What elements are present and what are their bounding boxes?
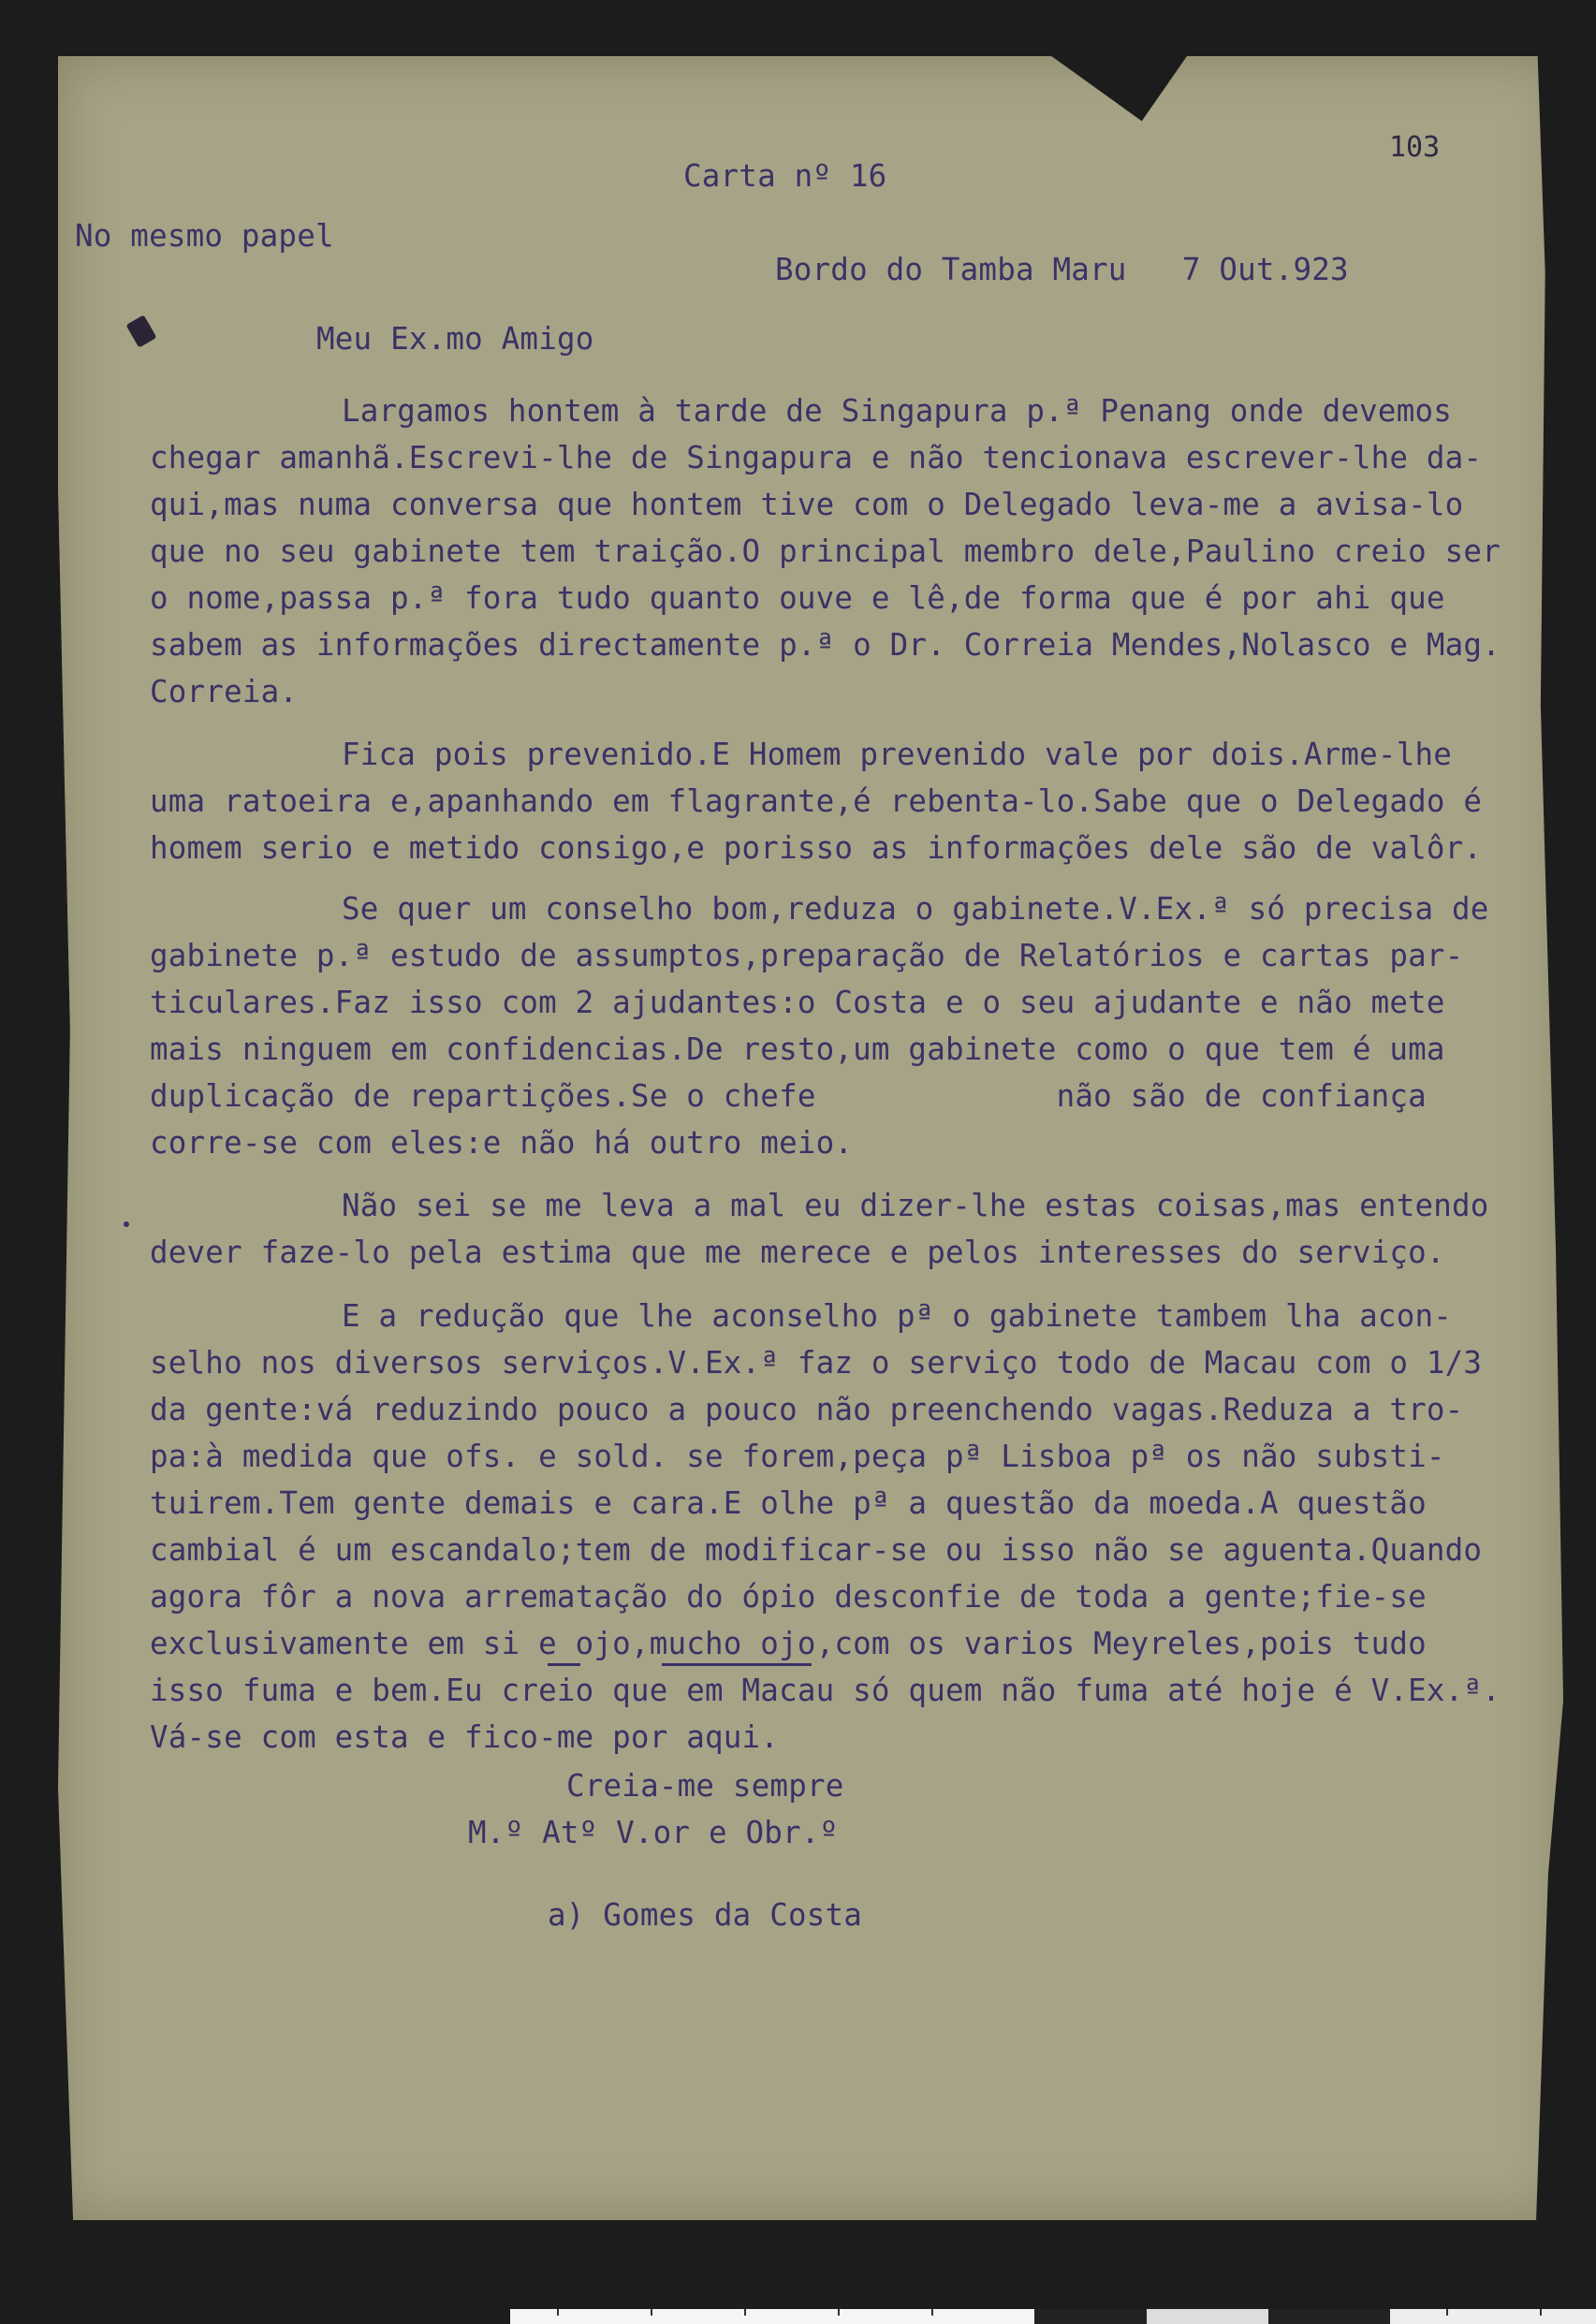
- salutation: Meu Ex.mo Amigo: [316, 321, 594, 357]
- body-line: uma ratoeira e,apanhando em flagrante,é rebenta-lo.Sabe que o Delegado é: [150, 783, 1483, 819]
- body-line: que no seu gabinete tem traição.O principal membro dele,Paulino creio ser: [150, 533, 1501, 569]
- closing-line: Creia-me sempre: [566, 1768, 844, 1804]
- closing-line: M.º Atº V.or e Obr.º: [468, 1815, 839, 1850]
- body-line: ticulares.Faz isso com 2 ajudantes:o Costa e o seu ajudante e não mete: [150, 985, 1445, 1020]
- body-line: Vá-se com esta e fico-me por aqui.: [150, 1719, 780, 1755]
- body-line: isso fuma e bem.Eu creio que em Macau só quem não fuma até hoje é V.Ex.ª.: [150, 1673, 1501, 1708]
- underline: [548, 1663, 580, 1666]
- letter-title: Carta nº 16: [683, 158, 887, 194]
- filing-note: No mesmo papel: [75, 218, 334, 254]
- page-number: 103: [1389, 131, 1441, 164]
- body-line: agora fôr a nova arrematação do ópio desconfie de toda a gente;fie-se: [150, 1579, 1427, 1615]
- body-line: Largamos hontem à tarde de Singapura p.ª Penang onde devemos: [342, 393, 1452, 429]
- body-line: chegar amanhã.Escrevi-lhe de Singapura e não tencionava escrever-lhe da-: [150, 440, 1483, 475]
- body-line: pa:à medida que ofs. e sold. se forem,peça pª Lisboa pª os não substi-: [150, 1439, 1445, 1474]
- body-line: da gente:vá reduzindo pouco a pouco não preenchendo vagas.Reduza a tro-: [150, 1392, 1464, 1427]
- place-date: Bordo do Tamba Maru 7 Out.923: [775, 252, 1349, 287]
- body-line: selho nos diversos serviços.V.Ex.ª faz o serviço todo de Macau com o 1/3: [150, 1345, 1483, 1381]
- scale-ruler: [510, 2309, 1596, 2324]
- body-line: corre-se com eles:e não há outro meio.: [150, 1125, 854, 1161]
- body-line: o nome,passa p.ª fora tudo quanto ouve e lê,de forma que é por ahi que: [150, 580, 1445, 616]
- body-line: Correia.: [150, 674, 299, 709]
- body-line: Se quer um conselho bom,reduza o gabinete.V.Ex.ª só precisa de: [342, 891, 1489, 927]
- body-line: mais ninguem em confidencias.De resto,um gabinete como o que tem é uma: [150, 1031, 1445, 1067]
- underline: [662, 1663, 812, 1666]
- body-line: dever faze-lo pela estima que me merece e pelos interesses do serviço.: [150, 1235, 1445, 1270]
- body-line: Fica pois prevenido.E Homem prevenido vale por dois.Arme-lhe: [342, 737, 1452, 772]
- body-line: gabinete p.ª estudo de assumptos,preparação de Relatórios e cartas par-: [150, 938, 1464, 973]
- signature: a) Gomes da Costa: [548, 1897, 863, 1933]
- ink-dot: [124, 1221, 129, 1227]
- body-line: cambial é um escandalo;tem de modificar-se ou isso não se aguenta.Quando: [150, 1532, 1483, 1568]
- body-line: Não sei se me leva a mal eu dizer-lhe estas coisas,mas entendo: [342, 1188, 1489, 1223]
- body-line: qui,mas numa conversa que hontem tive com o Delegado leva-me a avisa-lo: [150, 487, 1464, 522]
- body-line: tuirem.Tem gente demais e cara.E olhe pª a questão da moeda.A questão: [150, 1485, 1427, 1521]
- body-line: sabem as informações directamente p.ª o Dr. Correia Mendes,Nolasco e Mag.: [150, 627, 1501, 663]
- body-line: duplicação de repartições.Se o chefe não são de confiança: [150, 1078, 1427, 1114]
- body-line: exclusivamente em si e ojo,mucho ojo,com os varios Meyreles,pois tudo: [150, 1626, 1427, 1661]
- body-line: homem serio e metido consigo,e porisso as informações dele são de valôr.: [150, 830, 1483, 866]
- body-line: E a redução que lhe aconselho pª o gabinete tambem lha acon-: [342, 1298, 1452, 1334]
